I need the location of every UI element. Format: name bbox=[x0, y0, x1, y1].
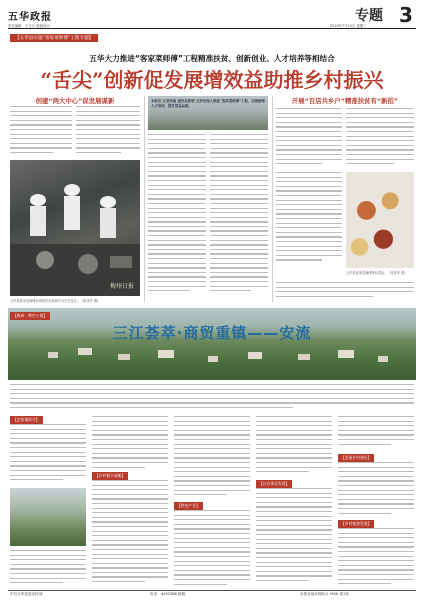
column-divider bbox=[272, 96, 273, 302]
subsection-tag: 【特色产业】 bbox=[174, 502, 203, 510]
column-3-text-a bbox=[174, 416, 250, 500]
masthead-meta-left: 责任编辑：于文月 版面设计： bbox=[8, 24, 54, 28]
footer-left: 中共五华县委宣传部 bbox=[10, 592, 43, 596]
scenic-photo bbox=[10, 488, 86, 546]
feature-section-tag: 【梅州：特色小镇】 bbox=[10, 312, 50, 320]
column-5-text-c bbox=[338, 528, 414, 588]
top-story-kicker: 五华大力推进“客家菜师傅”工程精准扶贫、创新创业、人才培养等相结合 bbox=[89, 54, 335, 63]
village-aerial-photo bbox=[8, 308, 416, 380]
photo-watermark: 梅州日报 bbox=[109, 283, 134, 290]
column-5-text-a bbox=[338, 416, 414, 452]
column-2-text-a bbox=[92, 416, 168, 470]
right-column-text-c bbox=[276, 172, 342, 268]
footer-right: 本报各地代理站点 ISSN 第1页 bbox=[300, 592, 349, 596]
newspaper-masthead: 五华政报 bbox=[8, 12, 52, 23]
column-4-text-b bbox=[256, 488, 332, 588]
subsection-tag: 【美丽乡村建设】 bbox=[338, 454, 374, 462]
right-column-text-b bbox=[346, 108, 414, 168]
chefs-illustration bbox=[10, 160, 140, 296]
column-divider bbox=[144, 96, 145, 302]
subsection-tag: 【乡村振兴战略】 bbox=[92, 472, 128, 480]
special-topic-tag: 【五华县实施“客家菜师傅”工程专题】 bbox=[10, 34, 98, 42]
middle-column-text-a bbox=[148, 134, 206, 302]
column-2-text-b bbox=[92, 480, 168, 588]
kitchen-training-photo bbox=[10, 160, 140, 296]
left-photo-caption: 五华县客家菜师傅培训班学员现场学习烹饪技艺。（张泽华 摄） bbox=[10, 299, 101, 303]
subsection-tag: 【社会事业发展】 bbox=[256, 480, 292, 488]
intro-text: 本报讯 记者李丽 通讯员彭婷 五华县深入推进“客家菜师傅”工程，加强厨师人才培训，提升菜品品质。 bbox=[151, 99, 265, 108]
left-subhead: 创建“两大中心”促发展谋新 bbox=[35, 97, 115, 105]
dishes-photo bbox=[346, 172, 414, 268]
column-4-text-a bbox=[256, 416, 332, 478]
masthead-meta-right: 2019年7月10日 星期三 bbox=[330, 24, 367, 28]
column-3-text-b bbox=[174, 510, 250, 588]
middle-column-text-b bbox=[210, 134, 268, 302]
top-story-headline: “舌尖”创新促发展增效益助推乡村振兴 bbox=[40, 68, 384, 92]
footer-rule bbox=[8, 590, 416, 591]
masthead-rule bbox=[8, 28, 416, 29]
village-rooftops-illustration bbox=[8, 308, 416, 380]
right-column-text-a bbox=[276, 108, 342, 168]
feature-title: 三江荟萃·商贸重镇——安流 bbox=[112, 324, 312, 342]
left-column-text-a bbox=[10, 106, 72, 158]
subsection-tag: 【乡村旅游发展】 bbox=[338, 520, 374, 528]
column-1-text-a bbox=[10, 424, 86, 484]
feature-lead-text bbox=[10, 384, 414, 412]
page-number: 3 bbox=[399, 3, 413, 27]
right-subhead: 开展“百店共乡户”精准扶贫有“新招” bbox=[291, 97, 399, 105]
column-1-text-b bbox=[10, 550, 86, 588]
right-column-text-d bbox=[276, 282, 414, 302]
subsection-tag: 【安流镇简介】 bbox=[10, 416, 43, 424]
section-label: 专题 bbox=[355, 8, 383, 24]
column-5-text-b bbox=[338, 462, 414, 518]
intro-box bbox=[148, 96, 268, 130]
right-photo-caption: 五华县客家菜师傅特色菜品。（张泽华 摄） bbox=[346, 271, 408, 275]
left-column-text-b bbox=[76, 106, 140, 158]
footer-contact: 电话：4432586 邮箱： bbox=[150, 592, 189, 596]
